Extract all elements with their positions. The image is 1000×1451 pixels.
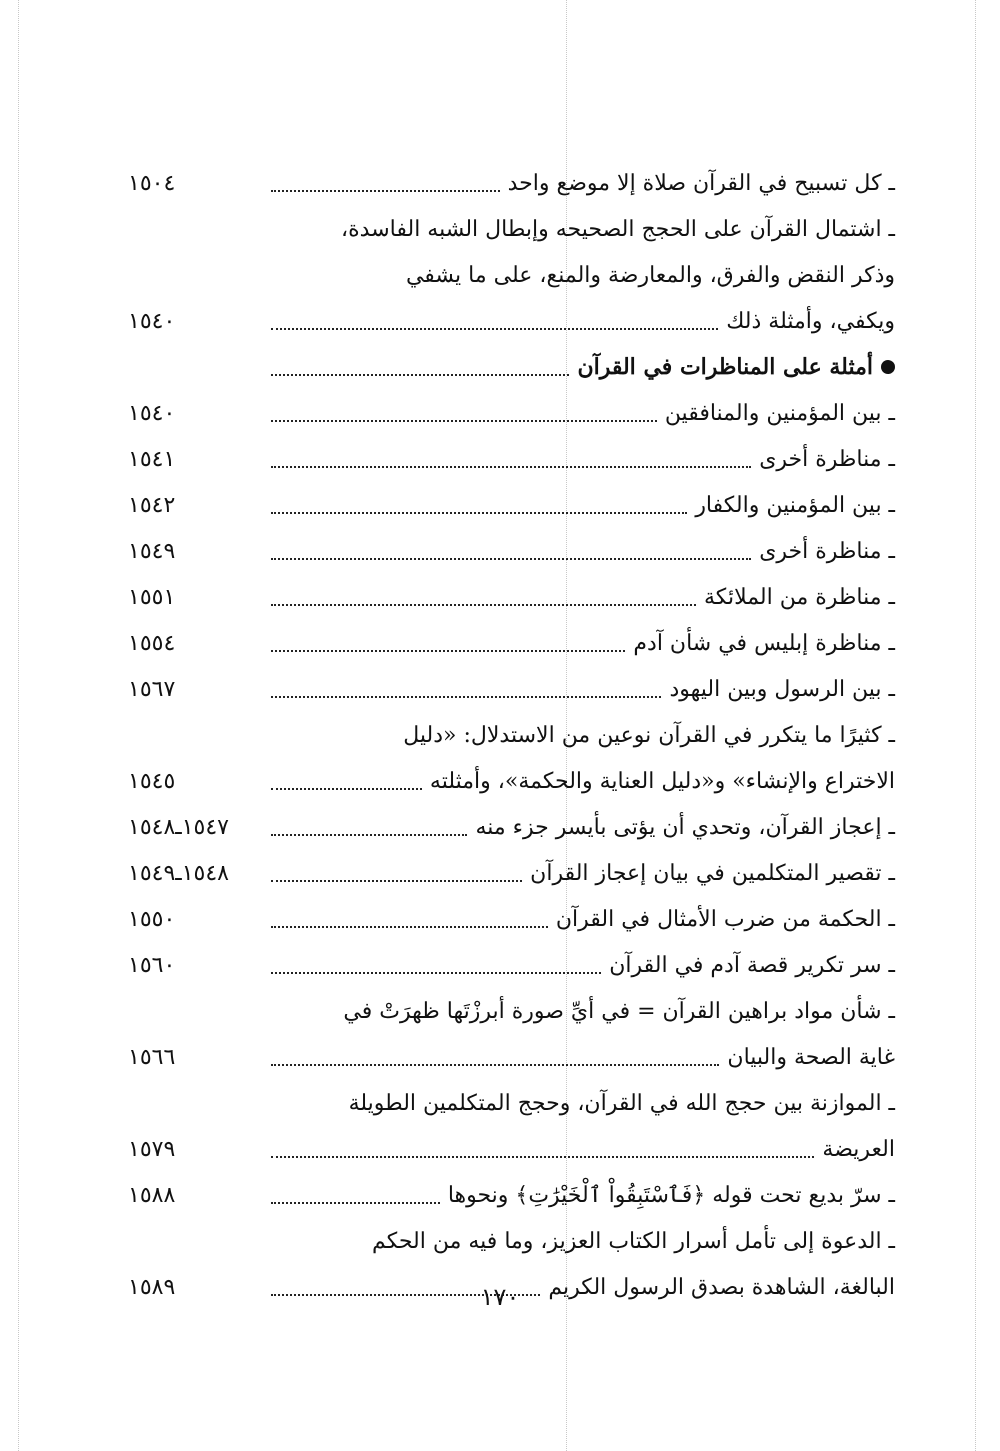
toc-entry-page: ١٥٤٥ [128, 768, 176, 794]
toc-entry-title: ـ اشتمال القرآن على الحجج الصحيحه وإبطال الشبه الفاسدة، [341, 216, 895, 242]
toc-entry [128, 712, 895, 758]
dot-leader [271, 190, 500, 192]
toc-entry-page: ١٥٤٢ [128, 492, 176, 518]
toc-entry [128, 1218, 895, 1264]
toc-entry [128, 528, 895, 574]
dot-leader [271, 512, 687, 514]
toc-entry-title: ـ إعجاز القرآن، وتحدي أن يؤتى بأيسر جزء منه [475, 814, 895, 840]
toc-entry [128, 620, 895, 666]
toc-entry [128, 804, 895, 850]
dot-leader [271, 880, 522, 882]
toc-entry-page: ١٥٤٠ [128, 400, 176, 426]
toc-entry-page: ١٥٤٧ـ١٥٤٨ [128, 814, 229, 840]
toc-entry-title: غاية الصحة والبيان [727, 1044, 895, 1070]
toc-entry-title: ـ مناظرة أخرى [759, 446, 895, 472]
toc-entry [128, 160, 895, 206]
dot-leader [271, 420, 657, 422]
toc-entry [128, 1034, 895, 1080]
toc-entry-page: ١٥٤٨ـ١٥٤٩ [128, 860, 229, 886]
dot-leader [271, 1202, 440, 1204]
toc-entry [128, 666, 895, 712]
toc-entry [128, 1126, 895, 1172]
dot-leader [271, 466, 751, 468]
dot-leader [271, 834, 467, 836]
dot-leader [271, 604, 696, 606]
dot-leader [271, 1156, 814, 1158]
toc-entry-title: ـ شأن مواد براهين القرآن = في أيِّ صورة أبرزْتَها ظهرَتْ في [343, 998, 895, 1024]
dot-leader [271, 788, 422, 790]
toc-entry [128, 1080, 895, 1126]
toc-entry-page: ١٥٦٠ [128, 952, 176, 978]
toc-entry [128, 390, 895, 436]
dot-leader [271, 926, 548, 928]
toc-entry-title: ـ سرّ بديع تحت قوله ﴿فَٱسْتَبِقُواْ ٱلْخَيْرَٰتِ﴾ ونحوها [447, 1182, 895, 1208]
toc-section-heading [128, 344, 895, 390]
toc-entry [128, 252, 895, 298]
page-number: ١٧٠ [480, 1283, 520, 1311]
toc-entry-page: ١٥٥١ [128, 584, 176, 610]
toc-entry-title: ـ كثيرًا ما يتكرر في القرآن نوعين من الاستدلال: «دليل [403, 722, 895, 748]
toc-entry-title: ـ الدعوة إلى تأمل أسرار الكتاب العزيز، وما فيه من الحكم [372, 1228, 895, 1254]
toc-entry-title: ـ تقصير المتكلمين في بيان إعجاز القرآن [530, 860, 895, 886]
toc-entry-page: ١٥٨٨ [128, 1182, 176, 1208]
bullet-icon [881, 360, 895, 374]
dot-leader [271, 328, 718, 330]
table-of-contents [128, 160, 895, 1310]
scan-margin-dots-right [975, 0, 976, 1451]
toc-entry-page: ١٥٤٠ [128, 308, 176, 334]
toc-entry-title: ـ بين المؤمنين والمنافقين [664, 400, 895, 426]
toc-entry-title: ـ بين المؤمنين والكفار [695, 492, 895, 518]
toc-entry-title: ـ الحكمة من ضرب الأمثال في القرآن [555, 906, 895, 932]
dot-leader [271, 558, 751, 560]
toc-entry-title: ـ مناظرة من الملائكة [704, 584, 895, 610]
toc-entry [128, 942, 895, 988]
toc-entry-page: ١٥٤١ [128, 446, 176, 472]
dot-leader [271, 650, 625, 652]
toc-entry [128, 896, 895, 942]
toc-entry-page: ١٥٦٧ [128, 676, 176, 702]
dot-leader [271, 1064, 719, 1066]
toc-entry-title: العريضة [822, 1136, 895, 1162]
toc-entry [128, 206, 895, 252]
toc-entry-title: ـ الموازنة بين حجج الله في القرآن، وحجج المتكلمين الطويلة [348, 1090, 895, 1116]
toc-entry-title: ـ بين الرسول وبين اليهود [669, 676, 895, 702]
toc-entry-title: وذكر النقض والفرق، والمعارضة والمنع، على ما يشفي [405, 262, 895, 288]
toc-entry [128, 574, 895, 620]
toc-entry [128, 298, 895, 344]
toc-entry-title: ـ سر تكرير قصة آدم في القرآن [609, 952, 895, 978]
toc-entry-title: الاختراع والإنشاء» و«دليل العناية والحكمة»، وأمثلته [429, 768, 895, 794]
dot-leader [271, 972, 601, 974]
toc-entry-title: ـ كل تسبيح في القرآن صلاة إلا موضع واحد [507, 170, 895, 196]
scan-margin-dots-left [18, 0, 19, 1451]
toc-entry-page: ١٥٦٦ [128, 1044, 176, 1070]
toc-heading-title: أمثلة على المناظرات في القرآن [577, 354, 873, 380]
toc-entry-page: ١٥٥٠ [128, 906, 176, 932]
toc-entry-title: ـ مناظرة أخرى [759, 538, 895, 564]
toc-entry-title: ـ مناظرة إبليس في شأن آدم [633, 630, 895, 656]
toc-entry [128, 1172, 895, 1218]
toc-entry [128, 758, 895, 804]
toc-entry-title: ويكفي، وأمثلة ذلك [726, 308, 895, 334]
toc-entry [128, 850, 895, 896]
dot-leader [271, 374, 569, 376]
dot-leader [271, 696, 661, 698]
toc-entry-page: ١٥٥٤ [128, 630, 176, 656]
toc-entry-page: ١٥٤٩ [128, 538, 176, 564]
toc-entry-page: ١٥٠٤ [128, 170, 176, 196]
toc-entry [128, 988, 895, 1034]
toc-entry-page: ١٥٨٩ [128, 1274, 176, 1300]
toc-entry-page: ١٥٧٩ [128, 1136, 176, 1162]
toc-entry [128, 482, 895, 528]
toc-entry [128, 436, 895, 482]
toc-entry-title: البالغة، الشاهدة بصدق الرسول الكريم [548, 1274, 895, 1300]
